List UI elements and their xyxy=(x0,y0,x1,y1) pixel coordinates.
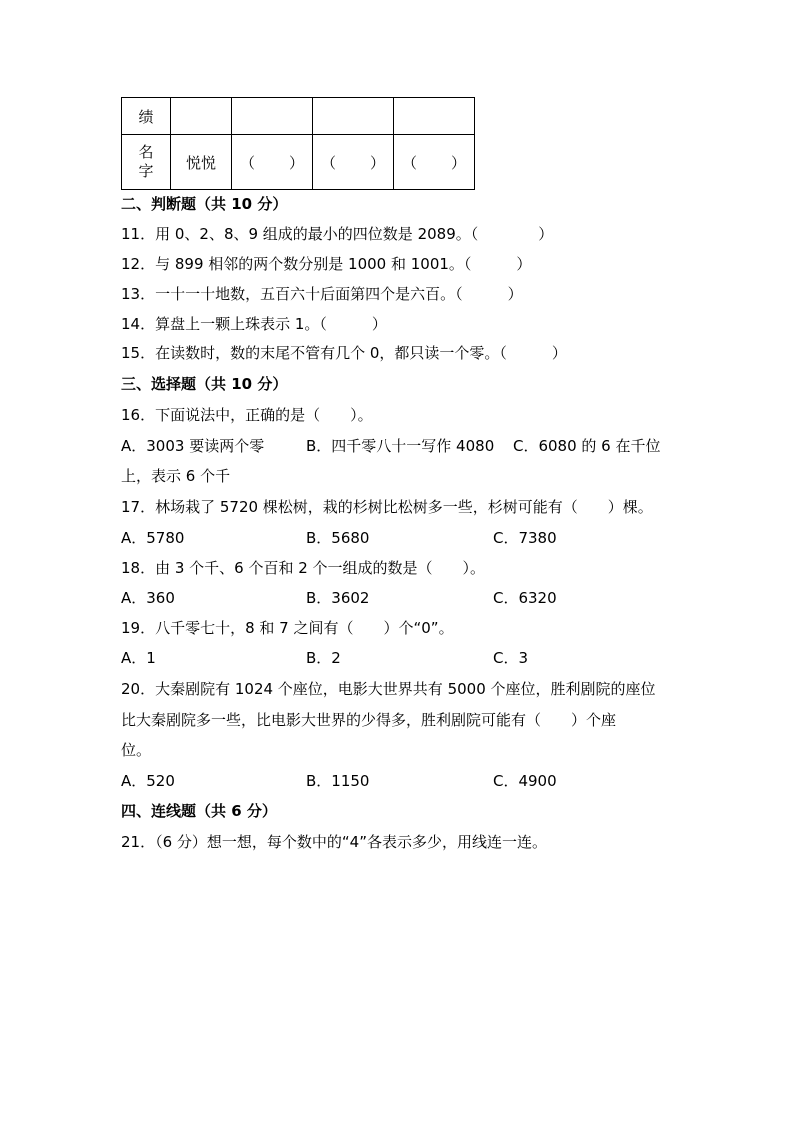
paren-cell: （ ） xyxy=(394,135,475,190)
option-c-continuation: 上，表示 6 个千 xyxy=(121,467,231,485)
score-cell xyxy=(171,98,232,135)
paren-cell: （ ） xyxy=(232,135,313,190)
question-19: 19．八千零七十，8 和 7 之间有（ ）个“0”。 xyxy=(121,619,454,637)
question-20-line2: 比大秦剧院多一些，比电影大世界的少得多，胜利剧院可能有（ ）个座 xyxy=(121,711,617,729)
question-18: 18．由 3 个千、6 个百和 2 个一组成的数是（ ）。 xyxy=(121,559,486,577)
question-16: 16．下面说法中，正确的是（ ）。 xyxy=(121,406,373,424)
section-heading: 二、判断题（共 10 分） xyxy=(121,195,288,213)
option-c: C．6320 xyxy=(493,589,557,607)
score-label-cell: 绩 xyxy=(122,98,171,135)
section-heading: 四、连线题（共 6 分） xyxy=(121,802,277,820)
option-c: C．3 xyxy=(493,649,529,667)
option-b: B．5680 xyxy=(306,529,370,547)
option-a: A．1 xyxy=(121,649,156,667)
name-label: 名 字 xyxy=(138,143,154,180)
score-row xyxy=(122,98,475,135)
option-c: C．4900 xyxy=(493,772,557,790)
option-a: A．3003 要读两个零 xyxy=(121,437,265,455)
question-11: 11．用 0、2、8、9 组成的最小的四位数是 2089。（ ） xyxy=(121,225,554,243)
score-cell xyxy=(313,98,394,135)
question-13: 13．一十一十地数，五百六十后面第四个是六百。（ ） xyxy=(121,285,523,303)
question-20-line3: 位。 xyxy=(121,741,152,759)
option-a: A．520 xyxy=(121,772,175,790)
paren-cell: （ ） xyxy=(313,135,394,190)
score-cell xyxy=(232,98,313,135)
name-label-cell xyxy=(122,135,171,190)
question-21: 21．（6 分）想一想，每个数中的“4”各表示多少，用线连一连。 xyxy=(121,833,547,851)
question-15: 15．在读数时，数的末尾不管有几个 0，都只读一个零。（ ） xyxy=(121,344,567,362)
option-b: B．1150 xyxy=(306,772,370,790)
option-b: B．四千零八十一写作 4080 xyxy=(306,437,495,455)
option-c: C．7380 xyxy=(493,529,557,547)
option-a: A．5780 xyxy=(121,529,185,547)
score-cell xyxy=(394,98,475,135)
score-table xyxy=(121,97,475,190)
question-20-line1: 20．大秦剧院有 1024 个座位，电影大世界共有 5000 个座位，胜利剧院的座位 xyxy=(121,680,656,698)
option-c: C．6080 的 6 在千位 xyxy=(513,437,661,455)
section-heading: 三、选择题（共 10 分） xyxy=(121,375,288,393)
name-row xyxy=(122,135,475,190)
question-12: 12．与 899 相邻的两个数分别是 1000 和 1001。（ ） xyxy=(121,255,532,273)
option-a: A．360 xyxy=(121,589,175,607)
student-name-cell: 悦悦 xyxy=(171,135,232,190)
option-b: B．3602 xyxy=(306,589,370,607)
question-14: 14．算盘上一颗上珠表示 1。（ ） xyxy=(121,315,387,333)
question-17: 17．林场栽了 5720 棵松树，栽的杉树比松树多一些，杉树可能有（ ）棵。 xyxy=(121,498,653,516)
option-b: B．2 xyxy=(306,649,341,667)
